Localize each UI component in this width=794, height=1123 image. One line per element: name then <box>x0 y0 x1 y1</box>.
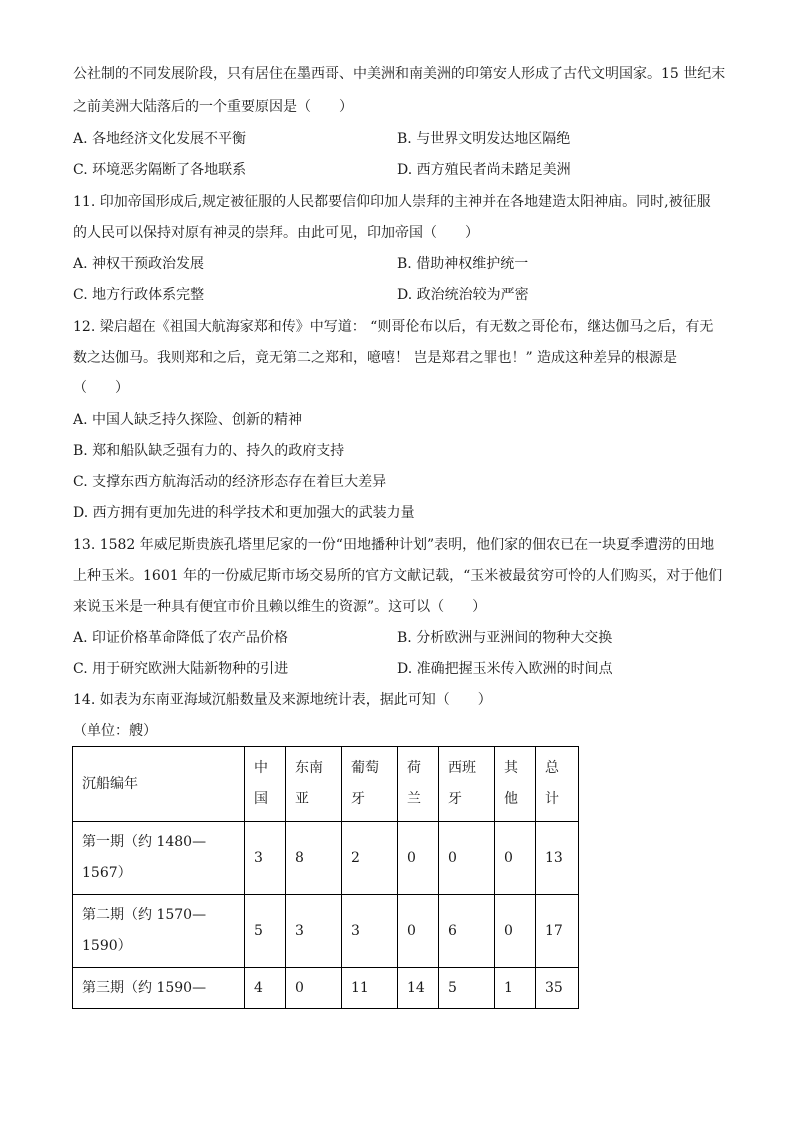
header-china: 中 国 <box>245 747 286 822</box>
cell-netherlands: 0 <box>398 822 439 895</box>
q10-option-c: C. 环境恶劣隔断了各地联系 <box>73 162 247 178</box>
q12-option-a: A. 中国人缺乏持久探险、创新的精神 <box>73 412 303 428</box>
cell-netherlands: 14 <box>398 968 439 1009</box>
cell-total: 35 <box>536 968 579 1009</box>
q11-option-d: D. 政治统治较为严密 <box>397 287 529 303</box>
cell-china: 4 <box>245 968 286 1009</box>
cell-china: 5 <box>245 895 286 968</box>
header-southeast-asia: 东南 亚 <box>286 747 342 822</box>
cell-southeast-asia: 0 <box>286 968 342 1009</box>
q10-option-d: D. 西方殖民者尚未踏足美洲 <box>397 162 571 178</box>
header-period: 沉船编年 <box>73 747 245 822</box>
q13-option-b: B. 分析欧洲与亚洲间的物种大交换 <box>397 630 613 646</box>
q11-stem-line-2: 的人民可以保持对原有神灵的崇拜。由此可见，印加帝国（ ） <box>73 225 479 241</box>
cell-spain: 6 <box>439 895 495 968</box>
cell-other: 1 <box>495 968 536 1009</box>
q11-option-a: A. 神权干预政治发展 <box>73 256 205 272</box>
cell-total: 17 <box>536 895 579 968</box>
q11-option-b: B. 借助神权维护统一 <box>397 256 529 272</box>
cell-portugal: 11 <box>342 968 398 1009</box>
q13-stem-line-1: 13. 1582 年威尼斯贵族孔塔里尼家的一份“田地播种计划”表明，他们家的佃农已在一块夏季遭涝的田地 <box>73 537 715 553</box>
cell-other: 0 <box>495 822 536 895</box>
q11-stem-line-1: 11. 印加帝国形成后,规定被征服的人民都要信仰印加人崇拜的主神并在各地建造太阳神庙。同时,被征服 <box>73 194 711 210</box>
table-row <box>73 968 579 1009</box>
q12-option-d: D. 西方拥有更加先进的科学技术和更加强大的武装力量 <box>73 505 415 521</box>
cell-total: 13 <box>536 822 579 895</box>
cell-southeast-asia: 3 <box>286 895 342 968</box>
q14-stem: 14. 如表为东南亚海域沉船数量及来源地统计表，据此可知（ ） <box>73 692 492 708</box>
table-header-row <box>73 747 579 822</box>
q10-stem-line-2: 之前美洲大陆落后的一个重要原因是（ ） <box>73 99 353 115</box>
header-total: 总 计 <box>536 747 579 822</box>
q13-stem-line-2: 上种玉米。1601 年的一份威尼斯市场交易所的官方文献记载，“玉米被最贫穷可怜的人们购买，对于他们 <box>73 568 723 584</box>
cell-southeast-asia: 8 <box>286 822 342 895</box>
q10-option-b: B. 与世界文明发达地区隔绝 <box>397 131 571 147</box>
cell-portugal: 2 <box>342 822 398 895</box>
header-portugal: 葡萄 牙 <box>342 747 398 822</box>
q12-option-b: B. 郑和船队缺乏强有力的、持久的政府支持 <box>73 443 345 459</box>
row-period: 第一期（约 1480— 1567） <box>73 822 245 895</box>
q13-option-a: A. 印证价格革命降低了农产品价格 <box>73 630 289 646</box>
header-other: 其 他 <box>495 747 536 822</box>
q12-stem-line-3: （ ） <box>73 380 129 396</box>
shipwreck-table <box>72 746 579 1009</box>
cell-other: 0 <box>495 895 536 968</box>
q12-stem-line-1: 12. 梁启超在《祖国大航海家郑和传》中写道： “则哥伦布以后，有无数之哥伦布，继达伽马之后，有无 <box>73 319 714 335</box>
header-spain: 西班 牙 <box>439 747 495 822</box>
q11-option-c: C. 地方行政体系完整 <box>73 287 205 303</box>
q13-option-c: C. 用于研究欧洲大陆新物种的引进 <box>73 661 289 677</box>
q13-option-d: D. 准确把握玉米传入欧洲的时间点 <box>397 661 613 677</box>
q14-unit: （单位：艘） <box>73 723 157 739</box>
table-row <box>73 895 579 968</box>
cell-china: 3 <box>245 822 286 895</box>
q12-option-c: C. 支撑东西方航海活动的经济形态存在着巨大差异 <box>73 474 387 490</box>
header-netherlands: 荷 兰 <box>398 747 439 822</box>
q12-stem-line-2: 数之达伽马。我则郑和之后，竟无第二之郑和，噫嘻！ 岂是郑君之罪也！” 造成这种差异的根源是 <box>73 350 678 366</box>
cell-netherlands: 0 <box>398 895 439 968</box>
cell-spain: 0 <box>439 822 495 895</box>
cell-portugal: 3 <box>342 895 398 968</box>
q10-stem-line-1: 公社制的不同发展阶段，只有居住在墨西哥、中美洲和南美洲的印第安人形成了古代文明国家。15 世纪末 <box>73 66 726 82</box>
q13-stem-line-3: 来说玉米是一种具有便宜市价且赖以维生的资源”。这可以（ ） <box>73 599 487 615</box>
row-period: 第三期（约 1590— <box>73 968 245 1009</box>
cell-spain: 5 <box>439 968 495 1009</box>
table-row <box>73 822 579 895</box>
row-period: 第二期（约 1570— 1590） <box>73 895 245 968</box>
q10-option-a: A. 各地经济文化发展不平衡 <box>73 131 247 147</box>
